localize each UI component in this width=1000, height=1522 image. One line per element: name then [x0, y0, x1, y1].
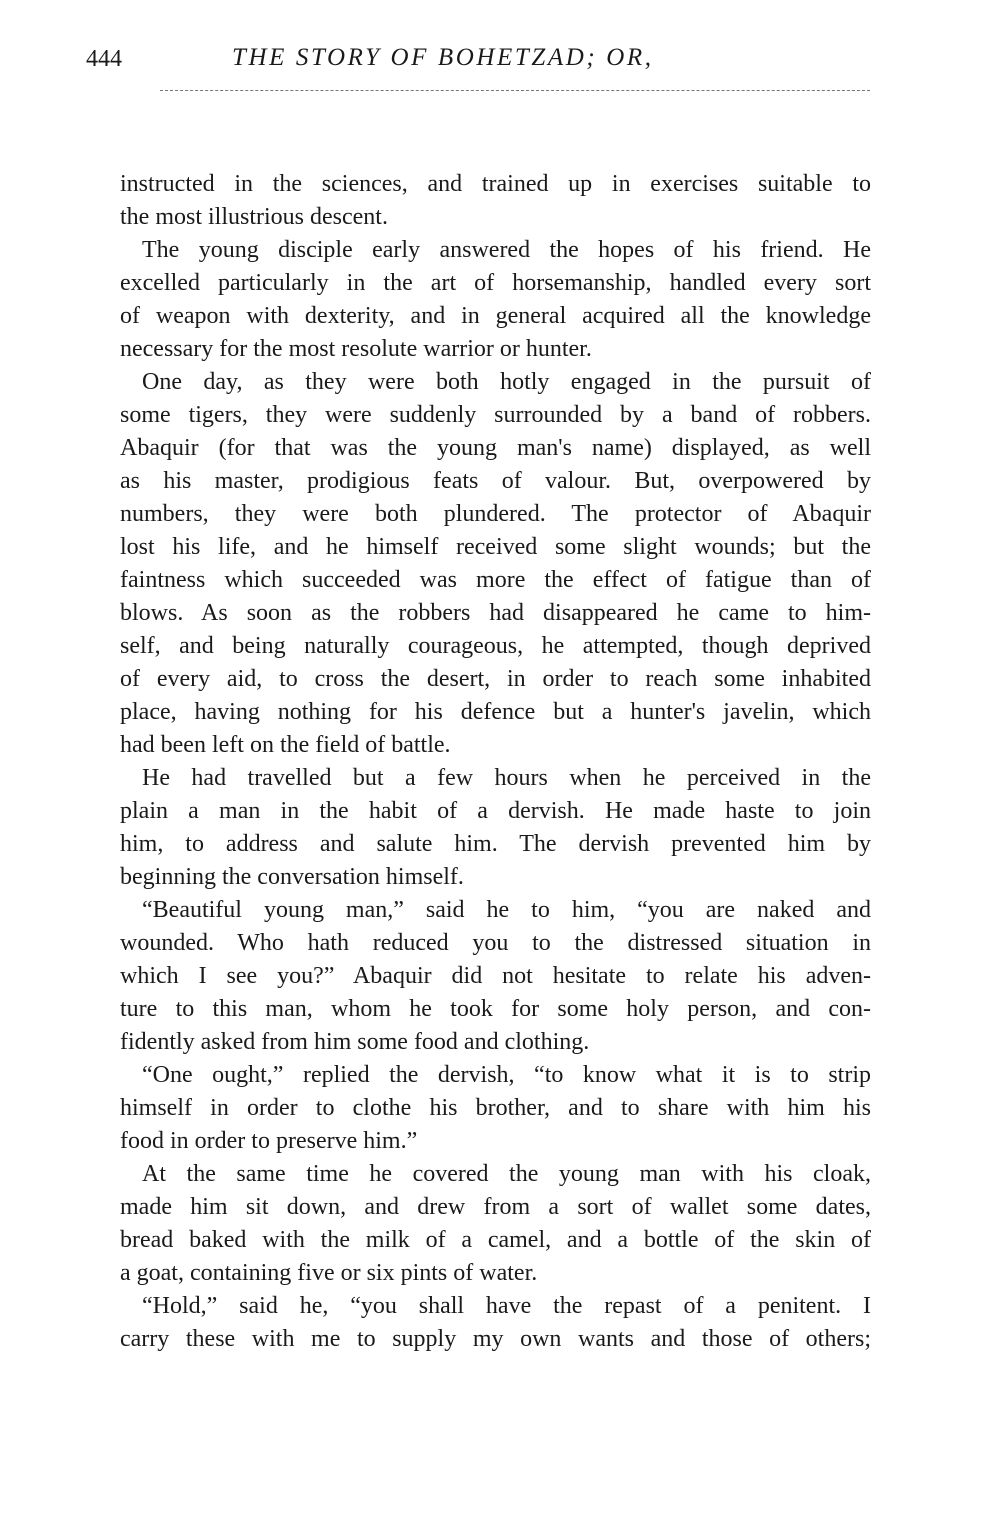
- text-line: excelled particularly in the art of horsemanship, handled every sort: [120, 270, 871, 296]
- text-line: had been left on the field of battle.: [120, 732, 451, 758]
- text-line: carry these with me to supply my own wants and those of others;: [120, 1326, 871, 1352]
- paragraph: [120, 1059, 871, 1158]
- text-line: bread baked with the milk of a camel, and a bottle of the skin of: [120, 1227, 871, 1253]
- text-line: self, and being naturally courageous, he attempted, though deprived: [120, 633, 871, 659]
- text-line: wounded. Who hath reduced you to the distressed situation in: [120, 930, 871, 956]
- paragraph: [120, 762, 871, 894]
- page-number: 444: [86, 46, 122, 72]
- paragraph: [120, 894, 871, 1059]
- header-rule: [160, 90, 870, 91]
- text-line: himself in order to clothe his brother, and to share with him his: [120, 1095, 871, 1121]
- text-line: fidently asked from him some food and clothing.: [120, 1029, 590, 1055]
- text-line: as his master, prodigious feats of valour. But, overpowered by: [120, 468, 871, 494]
- text-line: a goat, containing five or six pints of water.: [120, 1260, 538, 1286]
- text-line: One day, as they were both hotly engaged in the pursuit of: [142, 369, 871, 395]
- text-line: “Beautiful young man,” said he to him, “you are naked and: [142, 897, 871, 923]
- text-line: lost his life, and he himself received some slight wounds; but the: [120, 534, 871, 560]
- text-line: beginning the conversation himself.: [120, 864, 464, 890]
- text-line: At the same time he covered the young man with his cloak,: [142, 1161, 871, 1187]
- text-line: of every aid, to cross the desert, in order to reach some inhabited: [120, 666, 871, 692]
- paragraph: [120, 1290, 871, 1356]
- text-line: place, having nothing for his defence but a hunter's javelin, which: [120, 699, 871, 725]
- text-line: the most illustrious descent.: [120, 204, 388, 230]
- text-line: some tigers, they were suddenly surrounded by a band of robbers.: [120, 402, 871, 428]
- body-text: [120, 168, 871, 1356]
- text-line: plain a man in the habit of a dervish. He made haste to join: [120, 798, 871, 824]
- text-line: ture to this man, whom he took for some holy person, and con-: [120, 996, 871, 1022]
- text-line: which I see you?” Abaquir did not hesitate to relate his adven-: [120, 963, 871, 989]
- text-line: food in order to preserve him.”: [120, 1128, 418, 1154]
- text-line: The young disciple early answered the hopes of his friend. He: [142, 237, 871, 263]
- paragraph: [120, 1158, 871, 1290]
- text-line: faintness which succeeded was more the effect of fatigue than of: [120, 567, 871, 593]
- text-line: Abaquir (for that was the young man's name) displayed, as well: [120, 435, 871, 461]
- text-line: instructed in the sciences, and trained up in exercises suitable to: [120, 171, 871, 197]
- paragraph: [120, 366, 871, 762]
- text-line: He had travelled but a few hours when he perceived in the: [142, 765, 871, 791]
- text-line: “Hold,” said he, “you shall have the repast of a penitent. I: [142, 1293, 871, 1319]
- text-line: him, to address and salute him. The dervish prevented him by: [120, 831, 871, 857]
- text-line: numbers, they were both plundered. The protector of Abaquir: [120, 501, 871, 527]
- text-line: made him sit down, and drew from a sort of wallet some dates,: [120, 1194, 871, 1220]
- paragraph: [120, 168, 871, 234]
- running-title: THE STORY OF BOHETZAD; OR,: [232, 44, 654, 71]
- text-line: necessary for the most resolute warrior or hunter.: [120, 336, 592, 362]
- text-line: “One ought,” replied the dervish, “to know what it is to strip: [142, 1062, 871, 1088]
- text-line: of weapon with dexterity, and in general acquired all the knowledge: [120, 303, 871, 329]
- paragraph: [120, 234, 871, 366]
- text-line: blows. As soon as the robbers had disappeared he came to him-: [120, 600, 871, 626]
